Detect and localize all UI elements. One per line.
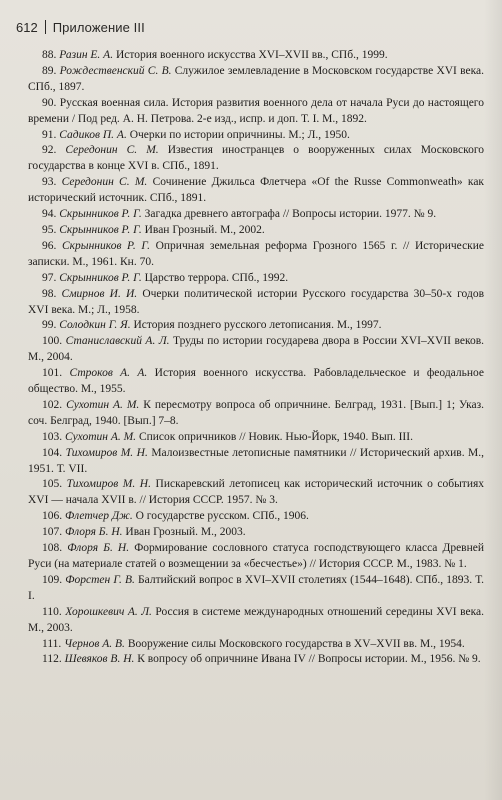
bibliography-entry — [28, 541, 484, 573]
entry-number: 103. — [42, 430, 63, 443]
entry-text: Известия иностранцев о вооруженных силах Московского государства в конце XVI в. СПб., 1891. — [28, 144, 484, 173]
entry-number: 94. — [42, 208, 57, 221]
entry-number: 92. — [42, 144, 57, 157]
entry-number: 106. — [42, 510, 63, 523]
entry-author: Тихомиров М. Н. — [65, 446, 148, 459]
entry-author: Скрынников Р. Г. — [59, 208, 142, 221]
bibliography-entry — [28, 446, 484, 478]
page-number: 612 — [16, 19, 38, 35]
entry-author: Форстен Г. В. — [65, 573, 135, 586]
running-header — [16, 17, 145, 37]
entry-text: Очерки по истории опричнины. М.; Л., 1950. — [129, 128, 350, 141]
entry-author: Хорошкевич А. Л. — [65, 605, 152, 618]
entry-author: Строков А. А. — [69, 367, 148, 380]
bibliography-entry — [28, 64, 484, 96]
entry-number: 107. — [42, 526, 63, 539]
entry-text: Труды по истории государева двора в России XVI–XVII веков. М., 2004. — [28, 335, 485, 364]
entry-text: Очерки политической истории Русского государства 30–50-х годов XVI века. М.; Л., 1958. — [28, 287, 485, 316]
entry-number: 96. — [42, 239, 57, 252]
entry-author: Сухотин А. М. — [66, 398, 140, 411]
entry-number: 95. — [42, 223, 57, 236]
bibliography-entry — [28, 175, 484, 207]
bibliography-entry — [28, 96, 484, 128]
entry-number: 90. — [42, 96, 57, 109]
entry-number: 100. — [42, 335, 63, 348]
entry-author: Сухотин А. М. — [65, 430, 137, 443]
entry-number: 108. — [42, 542, 63, 555]
entry-text: Балтийский вопрос в XVI–XVII столетиях (1544–1648). СПб., 1893. Т. I. — [28, 573, 485, 602]
entry-text: Список опричников // Новик. Нью-Йорк, 1940. Вып. III. — [138, 430, 413, 443]
entry-number: 109. — [42, 573, 63, 586]
entry-text: К пересмотру вопроса об опричнине. Белград, 1931. [Вып.] 1; Указ. соч. Белград, 1940. [Вып.] 7–8. — [28, 398, 485, 427]
entry-author: Флетчер Дж. — [65, 510, 133, 523]
entry-text: Россия в системе международных отношений середины XVI века. М., 2003. — [28, 605, 484, 634]
entry-author: Рождественский С. В. — [59, 64, 172, 77]
entry-text: Иван Грозный. М., 2002. — [144, 223, 265, 236]
bibliography-entry — [28, 366, 484, 398]
bibliography-entry — [28, 143, 484, 175]
entry-number: 102. — [42, 398, 63, 411]
bibliography-entry — [28, 271, 484, 287]
entry-number: 88. — [42, 49, 57, 61]
entry-author: Скрынников Р. Г. — [59, 223, 142, 236]
entry-number: 91. — [42, 128, 57, 141]
entry-number: 110. — [42, 605, 62, 618]
bibliography-entry — [28, 509, 484, 525]
entry-text: Формирование сословного статуса господствующего класса Древней Руси (на материале статей о возмещении за «бесчестье») // История СССР. М., 1983. № 1. — [28, 542, 485, 570]
entry-text: Царство террора. СПб., 1992. — [144, 271, 289, 284]
entry-number: 98. — [42, 287, 57, 300]
bibliography-entry — [28, 207, 484, 223]
bibliography-entry — [28, 398, 484, 430]
entry-author: Чернов А. В. — [64, 637, 125, 650]
bibliography-entry — [28, 525, 484, 541]
entry-text: Опричная земельная реформа Грозного 1565 г. // Исторические записки. М., 1961. Кн. 70. — [28, 239, 485, 268]
entry-number: 99. — [42, 319, 57, 332]
entry-number: 111. — [42, 637, 62, 650]
entry-text: Загадка древнего автографа // Вопросы истории. 1977. № 9. — [144, 208, 437, 221]
entry-author: Флоря Б. Н. — [65, 526, 123, 539]
entry-text: Пискаревский летописец как исторический источник о событиях XVI — начала XVII в. // История СССР. 1957. № 3. — [28, 478, 485, 507]
entry-number: 97. — [42, 271, 57, 284]
entry-text: Малоизвестные летописные памятники // Исторический архив. М., 1951. Т. VII. — [28, 446, 485, 475]
entry-text: Сочинение Джильса Флетчера «Of the Russe Commonweath» как исторический источник. СПб., 1891. — [28, 176, 485, 205]
bibliography-entry — [28, 605, 484, 637]
entry-author: Разин Е. А. — [59, 49, 114, 61]
entry-number: 89. — [42, 64, 57, 77]
entry-text: Служилое землевладение в Московском государстве XVI века. СПб., 1897. — [28, 64, 484, 93]
bibliography-entry — [28, 637, 484, 653]
bibliography-list — [28, 48, 484, 668]
entry-author: Станиславский А. Л. — [65, 335, 170, 348]
bibliography-entry — [28, 287, 484, 319]
entry-number: 101. — [42, 367, 63, 380]
entry-text: История военного искусства. Рабовладельческое и феодальное общество. М., 1955. — [28, 367, 485, 396]
bibliography-entry — [28, 128, 484, 144]
page-edge-shadow — [484, 0, 502, 800]
bibliography-entry — [28, 477, 484, 509]
entry-author: Тихомиров М. Н. — [66, 478, 151, 491]
entry-text: История позднего русского летописания. М., 1997. — [133, 319, 382, 332]
entry-author: Середонин С. М. — [61, 176, 148, 189]
entry-author: Солодкин Г. Я. — [59, 319, 131, 332]
entry-author: Флоря Б. Н. — [67, 542, 130, 555]
entry-author: Скрынников Р. Г. — [59, 271, 142, 284]
entry-text: История военного искусства XVI–XVII вв., СПб., 1999. — [115, 49, 388, 61]
bibliography-entry — [28, 223, 484, 239]
bibliography-entry — [28, 573, 484, 605]
entry-author: Середонин С. М. — [65, 144, 159, 157]
entry-text: О государстве русском. СПб., 1906. — [135, 510, 309, 523]
entry-author: Смирнов И. И. — [61, 287, 138, 300]
entry-text: Русская военная сила. История развития военного дела от начала Руси до настоящего времени / Под ред. А. Н. Петрова. 2-е изд., испр. и доп. Т. I. М., 1892. — [28, 96, 484, 125]
entry-number: 105. — [42, 478, 63, 491]
bibliography-entry — [28, 48, 484, 64]
bibliography-entry — [28, 430, 484, 446]
bibliography-entry — [28, 239, 484, 271]
entry-text: К вопросу об опричнине Ивана IV // Вопросы истории. М., 1956. № 9. — [137, 653, 481, 666]
entry-text: Иван Грозный. М., 2003. — [125, 526, 246, 539]
bibliography-entry — [28, 652, 484, 668]
entry-number: 104. — [42, 446, 63, 459]
bibliography-entry — [28, 318, 484, 334]
section-title: Приложение III — [52, 19, 145, 35]
header-separator — [45, 20, 46, 34]
entry-author: Скрынников Р. Г. — [62, 239, 150, 252]
bibliography-entry — [28, 334, 484, 366]
entry-author: Садиков П. А. — [59, 128, 127, 141]
entry-number: 93. — [42, 176, 57, 189]
entry-number: 112. — [42, 653, 62, 666]
entry-text: Вооружение силы Московского государства в XV–XVII вв. М., 1954. — [127, 637, 465, 650]
entry-author: Шевяков В. Н. — [64, 653, 135, 666]
